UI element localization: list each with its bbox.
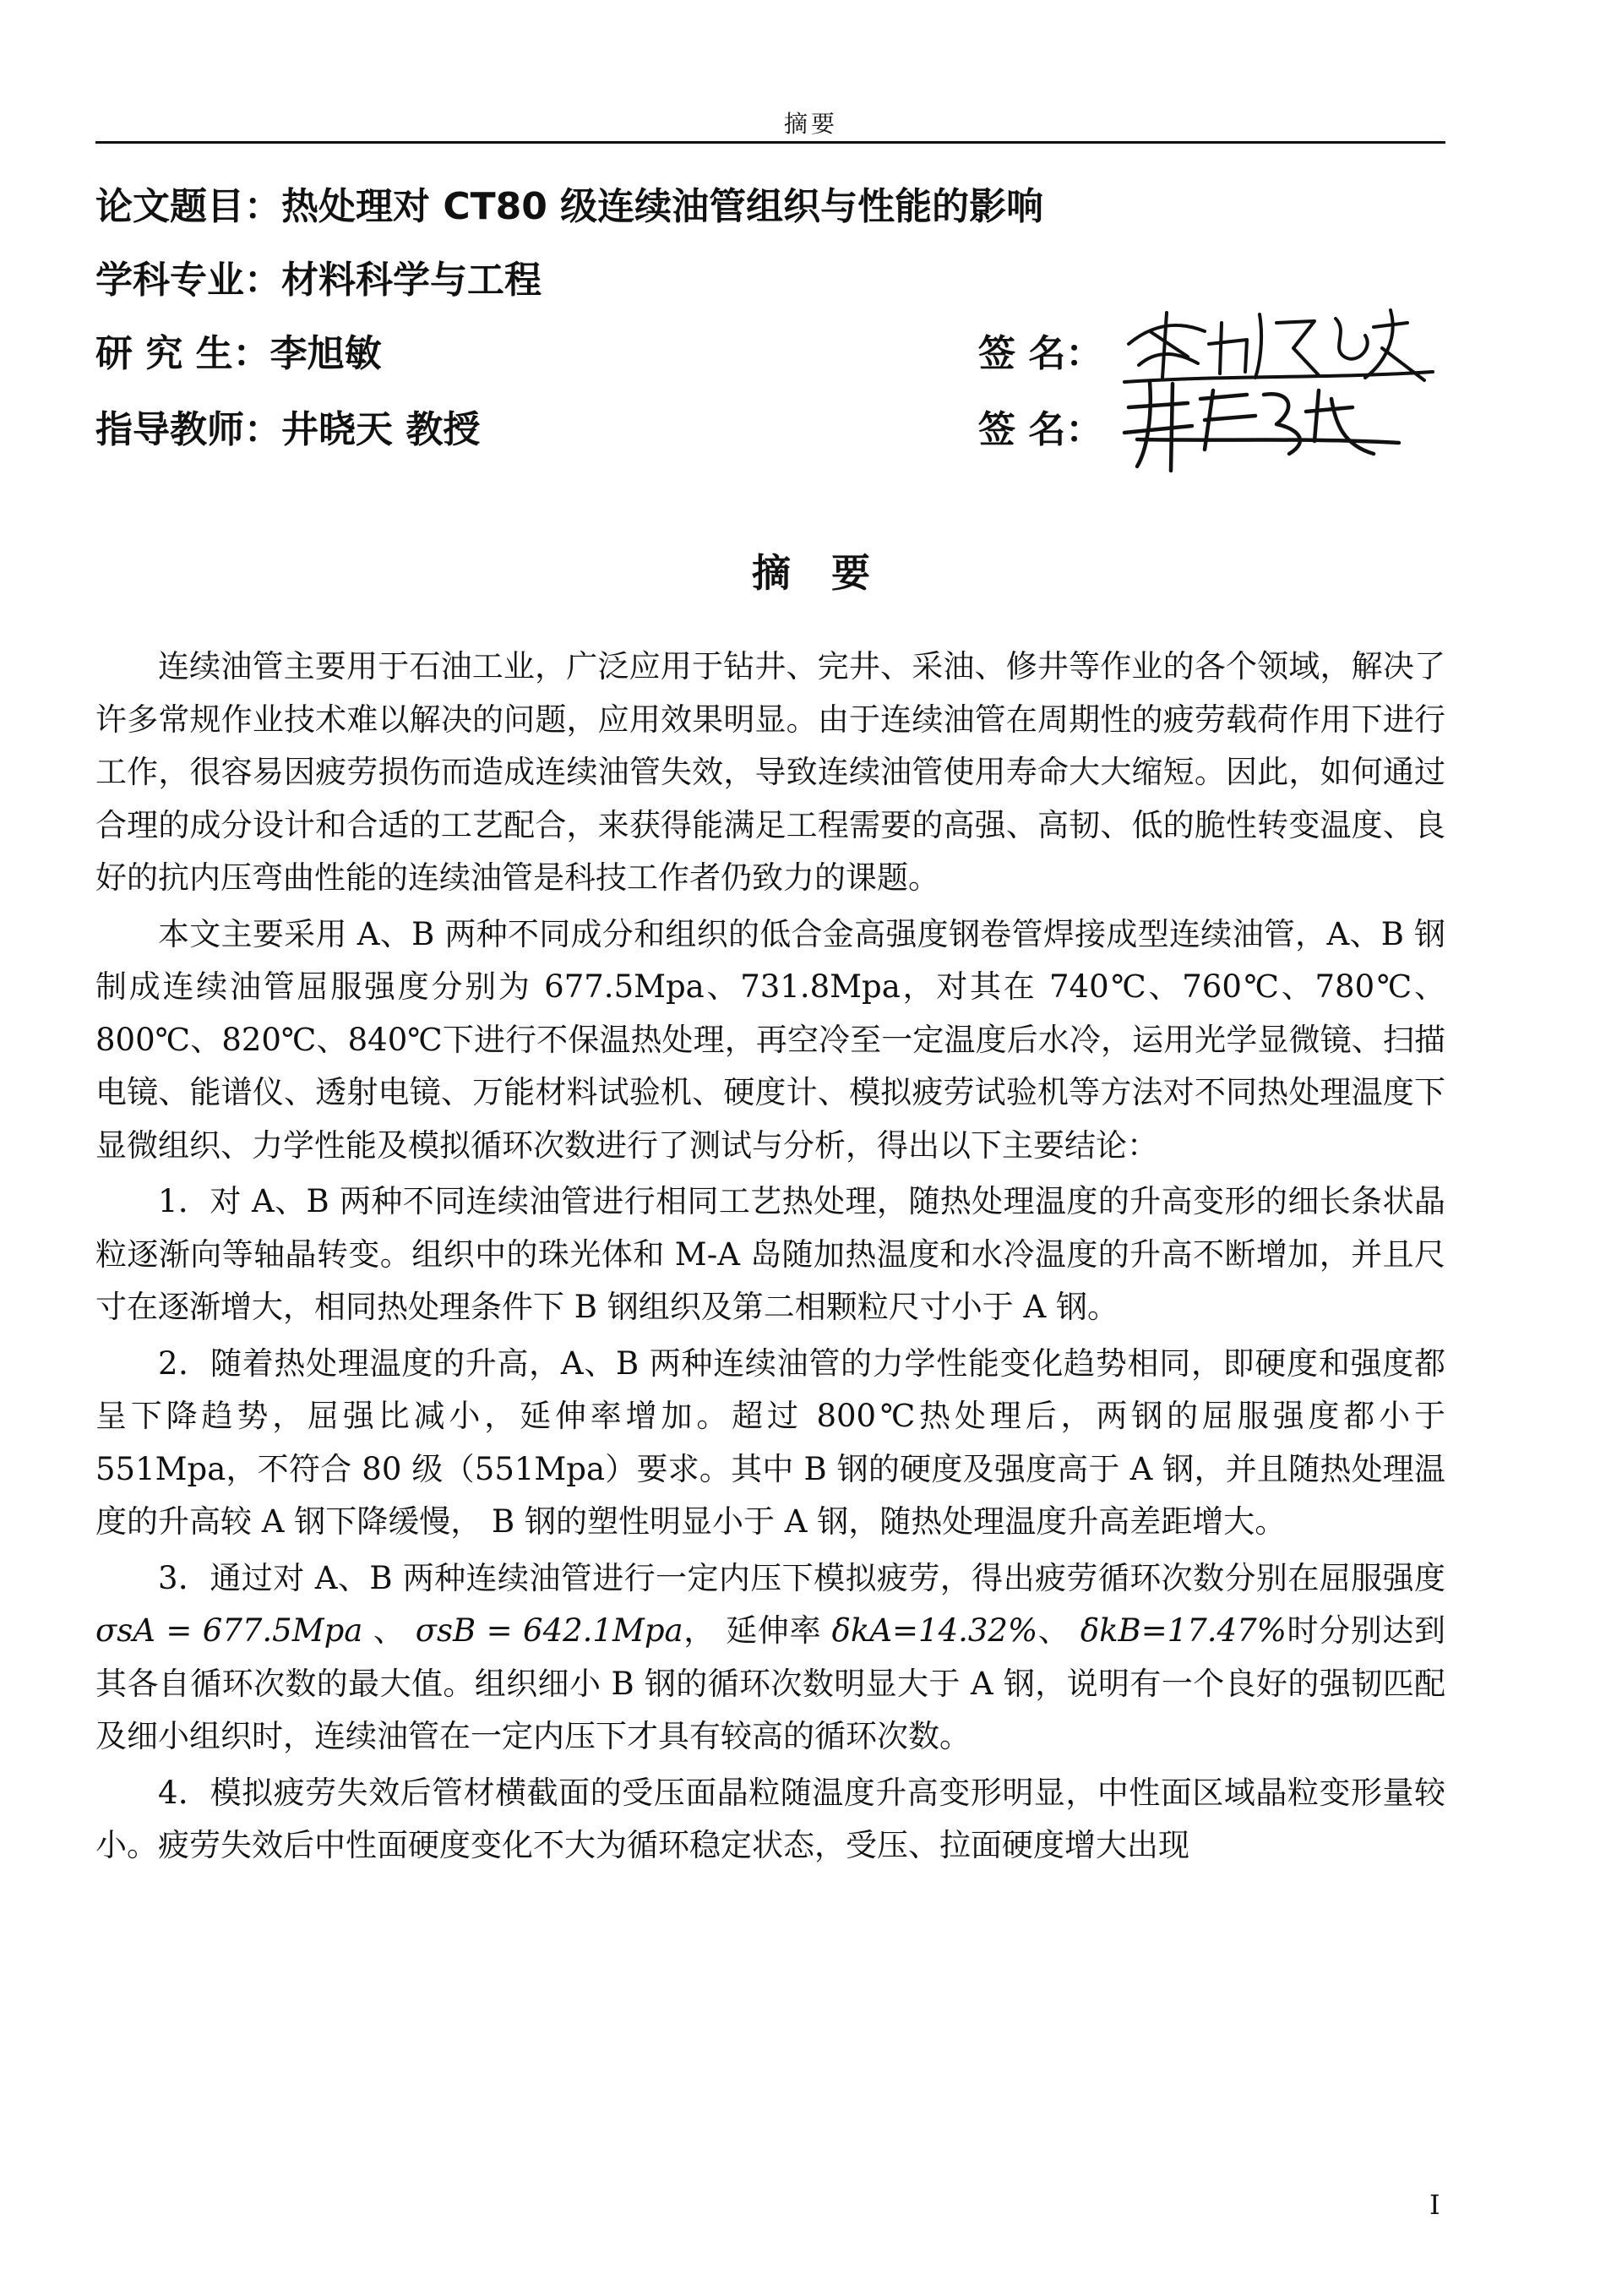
thesis-title-value: 热处理对 CT80 级连续油管组织与性能的影响 — [281, 185, 1044, 228]
abstract-paragraph-1: 连续油管主要用于石油工业，广泛应用于钻井、完井、采油、修井等作业的各个领域，解决了许多常规作业技术难以解决的问题，应用效果明显。由于连续油管在周期性的疲劳载荷作用下进行工作，很容易因疲劳损伤而造成连续油管失效，导致连续油管使用寿命大大缩短。因此，如何通过合理的成分设计和合适的工艺配合，来获得能满足工程需要的高强、高韧、低的脆性转变温度、良好的抗内压弯曲性能的连续油管是科技工作者仍致力的课题。 — [95, 648, 1445, 896]
advisor-row — [95, 399, 480, 453]
student-label: 研 究 生： — [95, 332, 270, 375]
conclusion-3 — [95, 1552, 1445, 1764]
abstract-body — [95, 641, 1445, 1873]
conclusion-3-text-c: 时分别达到其各自循环次数的最大值。组织细小 B 钢的循环次数明显大于 A 钢，说明有一个良好的强韧匹配及细小组织时，连续油管在一定内压下才具有较高的循环次数。 — [95, 1612, 1446, 1754]
advisor-label: 指导教师： — [95, 408, 281, 451]
conclusion-3-text-a: 3．通过对 A、B 两种连续油管进行一定内压下模拟疲劳，得出疲劳循环次数分别在屈服强度 — [158, 1559, 1445, 1596]
abstract-title: 摘要 — [752, 550, 911, 596]
elongation-b: δkB=17.47% — [1080, 1612, 1287, 1649]
page-number: I — [1429, 2189, 1440, 2221]
signature-label: 签 名： — [978, 332, 1103, 375]
advisor-value: 井晓天 教授 — [281, 408, 481, 451]
student-row — [95, 323, 382, 377]
running-header: 摘要 — [783, 110, 838, 138]
separator: 、 — [362, 1612, 416, 1649]
advisor-signature-field — [978, 399, 1102, 453]
major-label: 学科专业： — [95, 259, 281, 302]
advisor-signature — [1120, 374, 1441, 475]
major-row — [95, 249, 542, 303]
student-value: 李旭敏 — [269, 332, 382, 375]
elongation-a: δkA=14.32% — [831, 1612, 1038, 1649]
student-signature-field — [978, 323, 1102, 377]
conclusion-1: 1．对 A、B 两种不同连续油管进行相同工艺热处理，随热处理温度的升高变形的细长条状晶粒逐渐向等轴晶转变。组织中的珠光体和 M-A 岛随加热温度和水冷温度的升高不断增加，并且尺寸在逐渐增大，相同热处理条件下 B 钢组织及第二相颗粒尺寸小于 A 钢。 — [95, 1183, 1445, 1325]
conclusion-4: 4．模拟疲劳失效后管材横截面的受压面晶粒随温度升高变形明显，中性面区域晶粒变形量较小。疲劳失效后中性面硬度变化不大为循环稳定状态，受压、拉面硬度增大出现 — [95, 1774, 1445, 1863]
thesis-title-row — [95, 176, 1043, 230]
thesis-title-label: 论文题目： — [95, 185, 281, 228]
separator: 、 — [1037, 1612, 1080, 1649]
header-rule — [95, 141, 1445, 144]
signature-label: 签 名： — [978, 408, 1103, 451]
major-value: 材料科学与工程 — [281, 259, 542, 302]
conclusion-3-text-b: ， 延伸率 — [683, 1612, 832, 1649]
conclusion-2: 2．随着热处理温度的升高，A、B 两种连续油管的力学性能变化趋势相同，即硬度和强度都呈下降趋势，屈强比减小，延伸率增加。超过 800℃热处理后，两钢的屈服强度都小于 551Mpa，不符合 80 级（551Mpa）要求。其中 B 钢的硬度及强度高于 A 钢，并且随热处理温度的升高较 A 钢下降缓慢， B 钢的塑性明显小于 A 钢，随热处理温度升高差距增大。 — [95, 1344, 1445, 1540]
yield-strength-b: σsB = 642.1Mpa — [415, 1612, 683, 1649]
yield-strength-a: σsA = 677.5Mpa — [95, 1612, 363, 1649]
abstract-paragraph-2: 本文主要采用 A、B 两种不同成分和组织的低合金高强度钢卷管焊接成型连续油管，A、B 钢制成连续油管屈服强度分别为 677.5Mpa、731.8Mpa，对其在 740℃、760℃、780℃、800℃、820℃、840℃下进行不保温热处理，再空冷至一定温度后水冷，运用光学显微镜、扫描电镜、能谱仪、透射电镜、万能材料试验机、硬度计、模拟疲劳试验机等方法对不同热处理温度下显微组织、力学性能及模拟循环次数进行了测试与分析，得出以下主要结论： — [95, 915, 1445, 1164]
